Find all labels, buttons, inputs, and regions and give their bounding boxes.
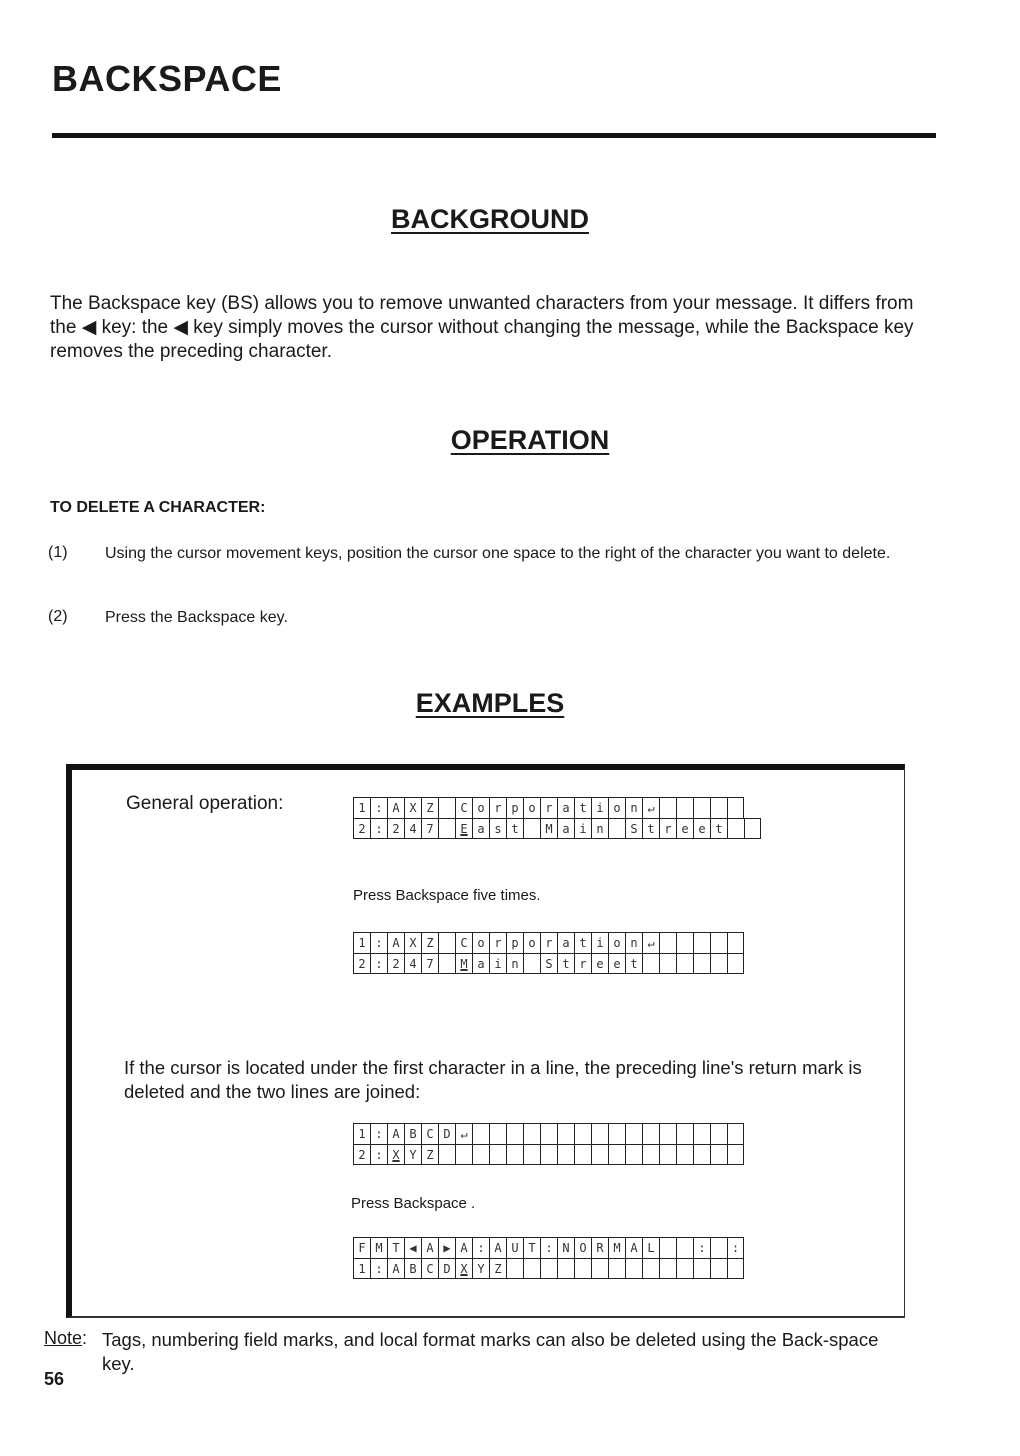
joined-lines-text: If the cursor is located under the first character in a line, the preceding line's return mark is deleted and the two lines are joined:: [124, 1057, 862, 1102]
lcd-cell: t: [574, 932, 591, 953]
lcd-cell: E: [455, 818, 472, 839]
lcd-cell: a: [472, 953, 489, 974]
lcd-cell: [608, 1144, 625, 1165]
lcd-cell: C: [421, 1258, 438, 1279]
lcd-cell: A: [455, 1237, 472, 1258]
lcd-cell: R: [591, 1237, 608, 1258]
lcd-cell: B: [404, 1258, 421, 1279]
examples-box: [66, 764, 905, 1318]
lcd-cell: [523, 1258, 540, 1279]
lcd-cell: [523, 1123, 540, 1144]
lcd-cell: [591, 1258, 608, 1279]
lcd-cell: T: [523, 1237, 540, 1258]
lcd-cell: :: [370, 1258, 387, 1279]
lcd-cell: [727, 1258, 744, 1279]
lcd-cell: [693, 797, 710, 818]
lcd-cell: [523, 818, 540, 839]
lcd-cell: ▶: [438, 1237, 455, 1258]
lcd-cell: r: [540, 932, 557, 953]
title-rule: [52, 133, 936, 138]
lcd-cell: [676, 797, 693, 818]
lcd-cell: [523, 953, 540, 974]
display-before-join: [353, 1123, 744, 1165]
lcd-cell: r: [489, 797, 506, 818]
lcd-cell: i: [489, 953, 506, 974]
lcd-cell: :: [370, 932, 387, 953]
lcd-cell: [438, 932, 455, 953]
lcd-cell: [727, 818, 744, 839]
lcd-cell: :: [540, 1237, 557, 1258]
lcd-cell: r: [489, 932, 506, 953]
lcd-cell: p: [506, 932, 523, 953]
lcd-cell: r: [540, 797, 557, 818]
note-text: Tags, numbering field marks, and local format marks can also be deleted using the Back-space key.: [102, 1329, 879, 1374]
lcd-cell: A: [387, 1258, 404, 1279]
lcd-cell: o: [608, 797, 625, 818]
lcd-cell: [710, 1237, 727, 1258]
lcd-cell: [455, 1144, 472, 1165]
examples-heading: EXAMPLES: [415, 688, 565, 718]
lcd-cell: [574, 1258, 591, 1279]
lcd-cell: [727, 953, 744, 974]
lcd-cell: [676, 932, 693, 953]
lcd-cell: [591, 1144, 608, 1165]
lcd-cell: [540, 1123, 557, 1144]
operation-heading: OPERATION: [450, 425, 610, 455]
delete-character-subheading: TO DELETE A CHARACTER:: [50, 499, 266, 516]
lcd-cell: [625, 1144, 642, 1165]
lcd-cell: [727, 797, 744, 818]
caption-press-five-times: Press Backspace five times.: [353, 887, 541, 904]
lcd-cell: 1: [353, 797, 370, 818]
lcd-cell: [710, 797, 727, 818]
lcd-cell: [608, 818, 625, 839]
lcd-cell: :: [370, 1144, 387, 1165]
lcd-cell: [642, 953, 659, 974]
lcd-cell: n: [625, 932, 642, 953]
lcd-cell: M: [455, 953, 472, 974]
lcd-cell: [710, 1123, 727, 1144]
lcd-cell: X: [387, 1144, 404, 1165]
lcd-cell: [659, 932, 676, 953]
lcd-cell: [625, 1258, 642, 1279]
lcd-cell: [676, 1237, 693, 1258]
lcd-cell: i: [591, 797, 608, 818]
lcd-cell: [710, 953, 727, 974]
lcd-cell: [489, 1123, 506, 1144]
lcd-cell: [659, 797, 676, 818]
lcd-cell: [693, 1258, 710, 1279]
general-operation-label: General operation:: [126, 793, 284, 814]
lcd-cell: ↵: [642, 932, 659, 953]
lcd-cell: Y: [404, 1144, 421, 1165]
lcd-cell: [693, 1144, 710, 1165]
lcd-cell: 4: [404, 818, 421, 839]
lcd-cell: a: [557, 818, 574, 839]
lcd-cell: A: [387, 1123, 404, 1144]
lcd-cell: [438, 797, 455, 818]
lcd-cell: :: [727, 1237, 744, 1258]
lcd-row: [353, 818, 761, 839]
lcd-cell: S: [625, 818, 642, 839]
lcd-cell: [591, 1123, 608, 1144]
lcd-cell: t: [574, 797, 591, 818]
lcd-cell: e: [591, 953, 608, 974]
lcd-cell: [472, 1123, 489, 1144]
lcd-cell: :: [370, 1123, 387, 1144]
lcd-cell: [540, 1258, 557, 1279]
lcd-cell: [710, 1258, 727, 1279]
caption-press-backspace: Press Backspace .: [351, 1195, 476, 1212]
lcd-row: [353, 932, 744, 953]
lcd-cell: U: [506, 1237, 523, 1258]
lcd-cell: n: [625, 797, 642, 818]
lcd-cell: n: [506, 953, 523, 974]
step-1-number: (1): [48, 544, 68, 561]
lcd-cell: B: [404, 1123, 421, 1144]
lcd-cell: C: [455, 932, 472, 953]
lcd-cell: ◀: [404, 1237, 421, 1258]
lcd-cell: [574, 1144, 591, 1165]
lcd-row: [353, 1237, 744, 1258]
lcd-cell: 1: [353, 1258, 370, 1279]
lcd-cell: Z: [421, 932, 438, 953]
lcd-cell: p: [506, 797, 523, 818]
lcd-cell: [557, 1123, 574, 1144]
lcd-cell: [676, 1258, 693, 1279]
lcd-cell: [659, 1144, 676, 1165]
lcd-cell: Z: [489, 1258, 506, 1279]
lcd-cell: ↵: [642, 797, 659, 818]
lcd-cell: [506, 1144, 523, 1165]
lcd-cell: [710, 1144, 727, 1165]
display-before-general: [353, 797, 761, 839]
lcd-cell: C: [455, 797, 472, 818]
lcd-cell: [506, 1123, 523, 1144]
lcd-cell: [625, 1123, 642, 1144]
lcd-cell: e: [676, 818, 693, 839]
lcd-cell: o: [472, 797, 489, 818]
lcd-cell: N: [557, 1237, 574, 1258]
lcd-cell: [727, 932, 744, 953]
lcd-cell: C: [421, 1123, 438, 1144]
lcd-cell: M: [370, 1237, 387, 1258]
lcd-row: [353, 1144, 744, 1165]
lcd-cell: [438, 953, 455, 974]
lcd-cell: r: [659, 818, 676, 839]
lcd-cell: e: [693, 818, 710, 839]
lcd-cell: [676, 1144, 693, 1165]
lcd-cell: 1: [353, 932, 370, 953]
lcd-cell: Z: [421, 1144, 438, 1165]
background-heading: BACKGROUND: [391, 204, 589, 234]
page-number: 56: [44, 1369, 65, 1389]
lcd-cell: [710, 932, 727, 953]
lcd-cell: L: [642, 1237, 659, 1258]
lcd-cell: [676, 1123, 693, 1144]
lcd-row: [353, 1258, 744, 1279]
lcd-cell: :: [370, 953, 387, 974]
lcd-cell: [506, 1258, 523, 1279]
lcd-cell: D: [438, 1123, 455, 1144]
lcd-cell: :: [370, 797, 387, 818]
lcd-cell: [642, 1144, 659, 1165]
lcd-row: [353, 797, 761, 818]
lcd-cell: A: [387, 797, 404, 818]
lcd-cell: [693, 953, 710, 974]
lcd-cell: [472, 1144, 489, 1165]
lcd-cell: X: [404, 797, 421, 818]
lcd-cell: M: [540, 818, 557, 839]
lcd-cell: a: [472, 818, 489, 839]
lcd-row: [353, 953, 744, 974]
lcd-cell: [659, 1237, 676, 1258]
lcd-cell: ↵: [455, 1123, 472, 1144]
lcd-cell: [642, 1258, 659, 1279]
lcd-cell: [438, 1144, 455, 1165]
lcd-row: [353, 1123, 744, 1144]
lcd-cell: o: [472, 932, 489, 953]
lcd-cell: F: [353, 1237, 370, 1258]
lcd-cell: Z: [421, 797, 438, 818]
lcd-cell: A: [489, 1237, 506, 1258]
lcd-cell: o: [523, 932, 540, 953]
lcd-cell: i: [574, 818, 591, 839]
lcd-cell: [659, 1123, 676, 1144]
lcd-cell: T: [387, 1237, 404, 1258]
lcd-cell: :: [472, 1237, 489, 1258]
lcd-cell: 7: [421, 818, 438, 839]
step-1-text: Using the cursor movement keys, position the cursor one space to the right of the character you want to delete.: [105, 545, 891, 562]
lcd-cell: A: [421, 1237, 438, 1258]
lcd-cell: a: [557, 932, 574, 953]
lcd-cell: t: [506, 818, 523, 839]
note-label: Note:: [44, 1328, 88, 1348]
lcd-cell: 1: [353, 1123, 370, 1144]
lcd-cell: t: [710, 818, 727, 839]
lcd-cell: a: [557, 797, 574, 818]
lcd-cell: 2: [353, 953, 370, 974]
lcd-cell: :: [693, 1237, 710, 1258]
lcd-cell: [642, 1123, 659, 1144]
lcd-cell: [557, 1144, 574, 1165]
lcd-cell: s: [489, 818, 506, 839]
lcd-cell: [727, 1144, 744, 1165]
lcd-cell: t: [557, 953, 574, 974]
lcd-cell: r: [574, 953, 591, 974]
lcd-cell: 2: [387, 818, 404, 839]
display-after-join: [353, 1237, 744, 1279]
step-2-number: (2): [48, 608, 68, 625]
lcd-cell: [744, 818, 761, 839]
lcd-cell: [659, 1258, 676, 1279]
lcd-cell: S: [540, 953, 557, 974]
lcd-cell: O: [574, 1237, 591, 1258]
lcd-cell: [676, 953, 693, 974]
background-paragraph: The Backspace key (BS) allows you to remove unwanted characters from your message. It differs from the ◀ key: the ◀ key simply moves the cursor without changing the message, while the Backspace key removes the preceding character.: [50, 293, 914, 362]
page-title: BACKSPACE: [52, 58, 282, 99]
lcd-cell: [489, 1144, 506, 1165]
lcd-cell: [608, 1123, 625, 1144]
lcd-cell: [608, 1258, 625, 1279]
lcd-cell: i: [591, 932, 608, 953]
lcd-cell: X: [455, 1258, 472, 1279]
lcd-cell: A: [387, 932, 404, 953]
lcd-cell: o: [523, 797, 540, 818]
lcd-cell: o: [608, 932, 625, 953]
lcd-cell: 2: [387, 953, 404, 974]
step-2-text: Press the Backspace key.: [105, 609, 288, 626]
lcd-cell: n: [591, 818, 608, 839]
lcd-cell: [659, 953, 676, 974]
lcd-cell: X: [404, 932, 421, 953]
lcd-cell: t: [625, 953, 642, 974]
lcd-cell: [693, 1123, 710, 1144]
lcd-cell: [523, 1144, 540, 1165]
lcd-cell: :: [370, 818, 387, 839]
lcd-cell: 7: [421, 953, 438, 974]
lcd-cell: 4: [404, 953, 421, 974]
lcd-cell: D: [438, 1258, 455, 1279]
lcd-cell: [574, 1123, 591, 1144]
lcd-cell: e: [608, 953, 625, 974]
lcd-cell: [557, 1258, 574, 1279]
lcd-cell: t: [642, 818, 659, 839]
lcd-cell: A: [625, 1237, 642, 1258]
lcd-cell: 2: [353, 818, 370, 839]
lcd-cell: [438, 818, 455, 839]
lcd-cell: [727, 1123, 744, 1144]
note-label-word: Note: [44, 1328, 83, 1348]
display-after-general: [353, 932, 744, 974]
lcd-cell: Y: [472, 1258, 489, 1279]
lcd-cell: [693, 932, 710, 953]
lcd-cell: M: [608, 1237, 625, 1258]
lcd-cell: [540, 1144, 557, 1165]
lcd-cell: 2: [353, 1144, 370, 1165]
